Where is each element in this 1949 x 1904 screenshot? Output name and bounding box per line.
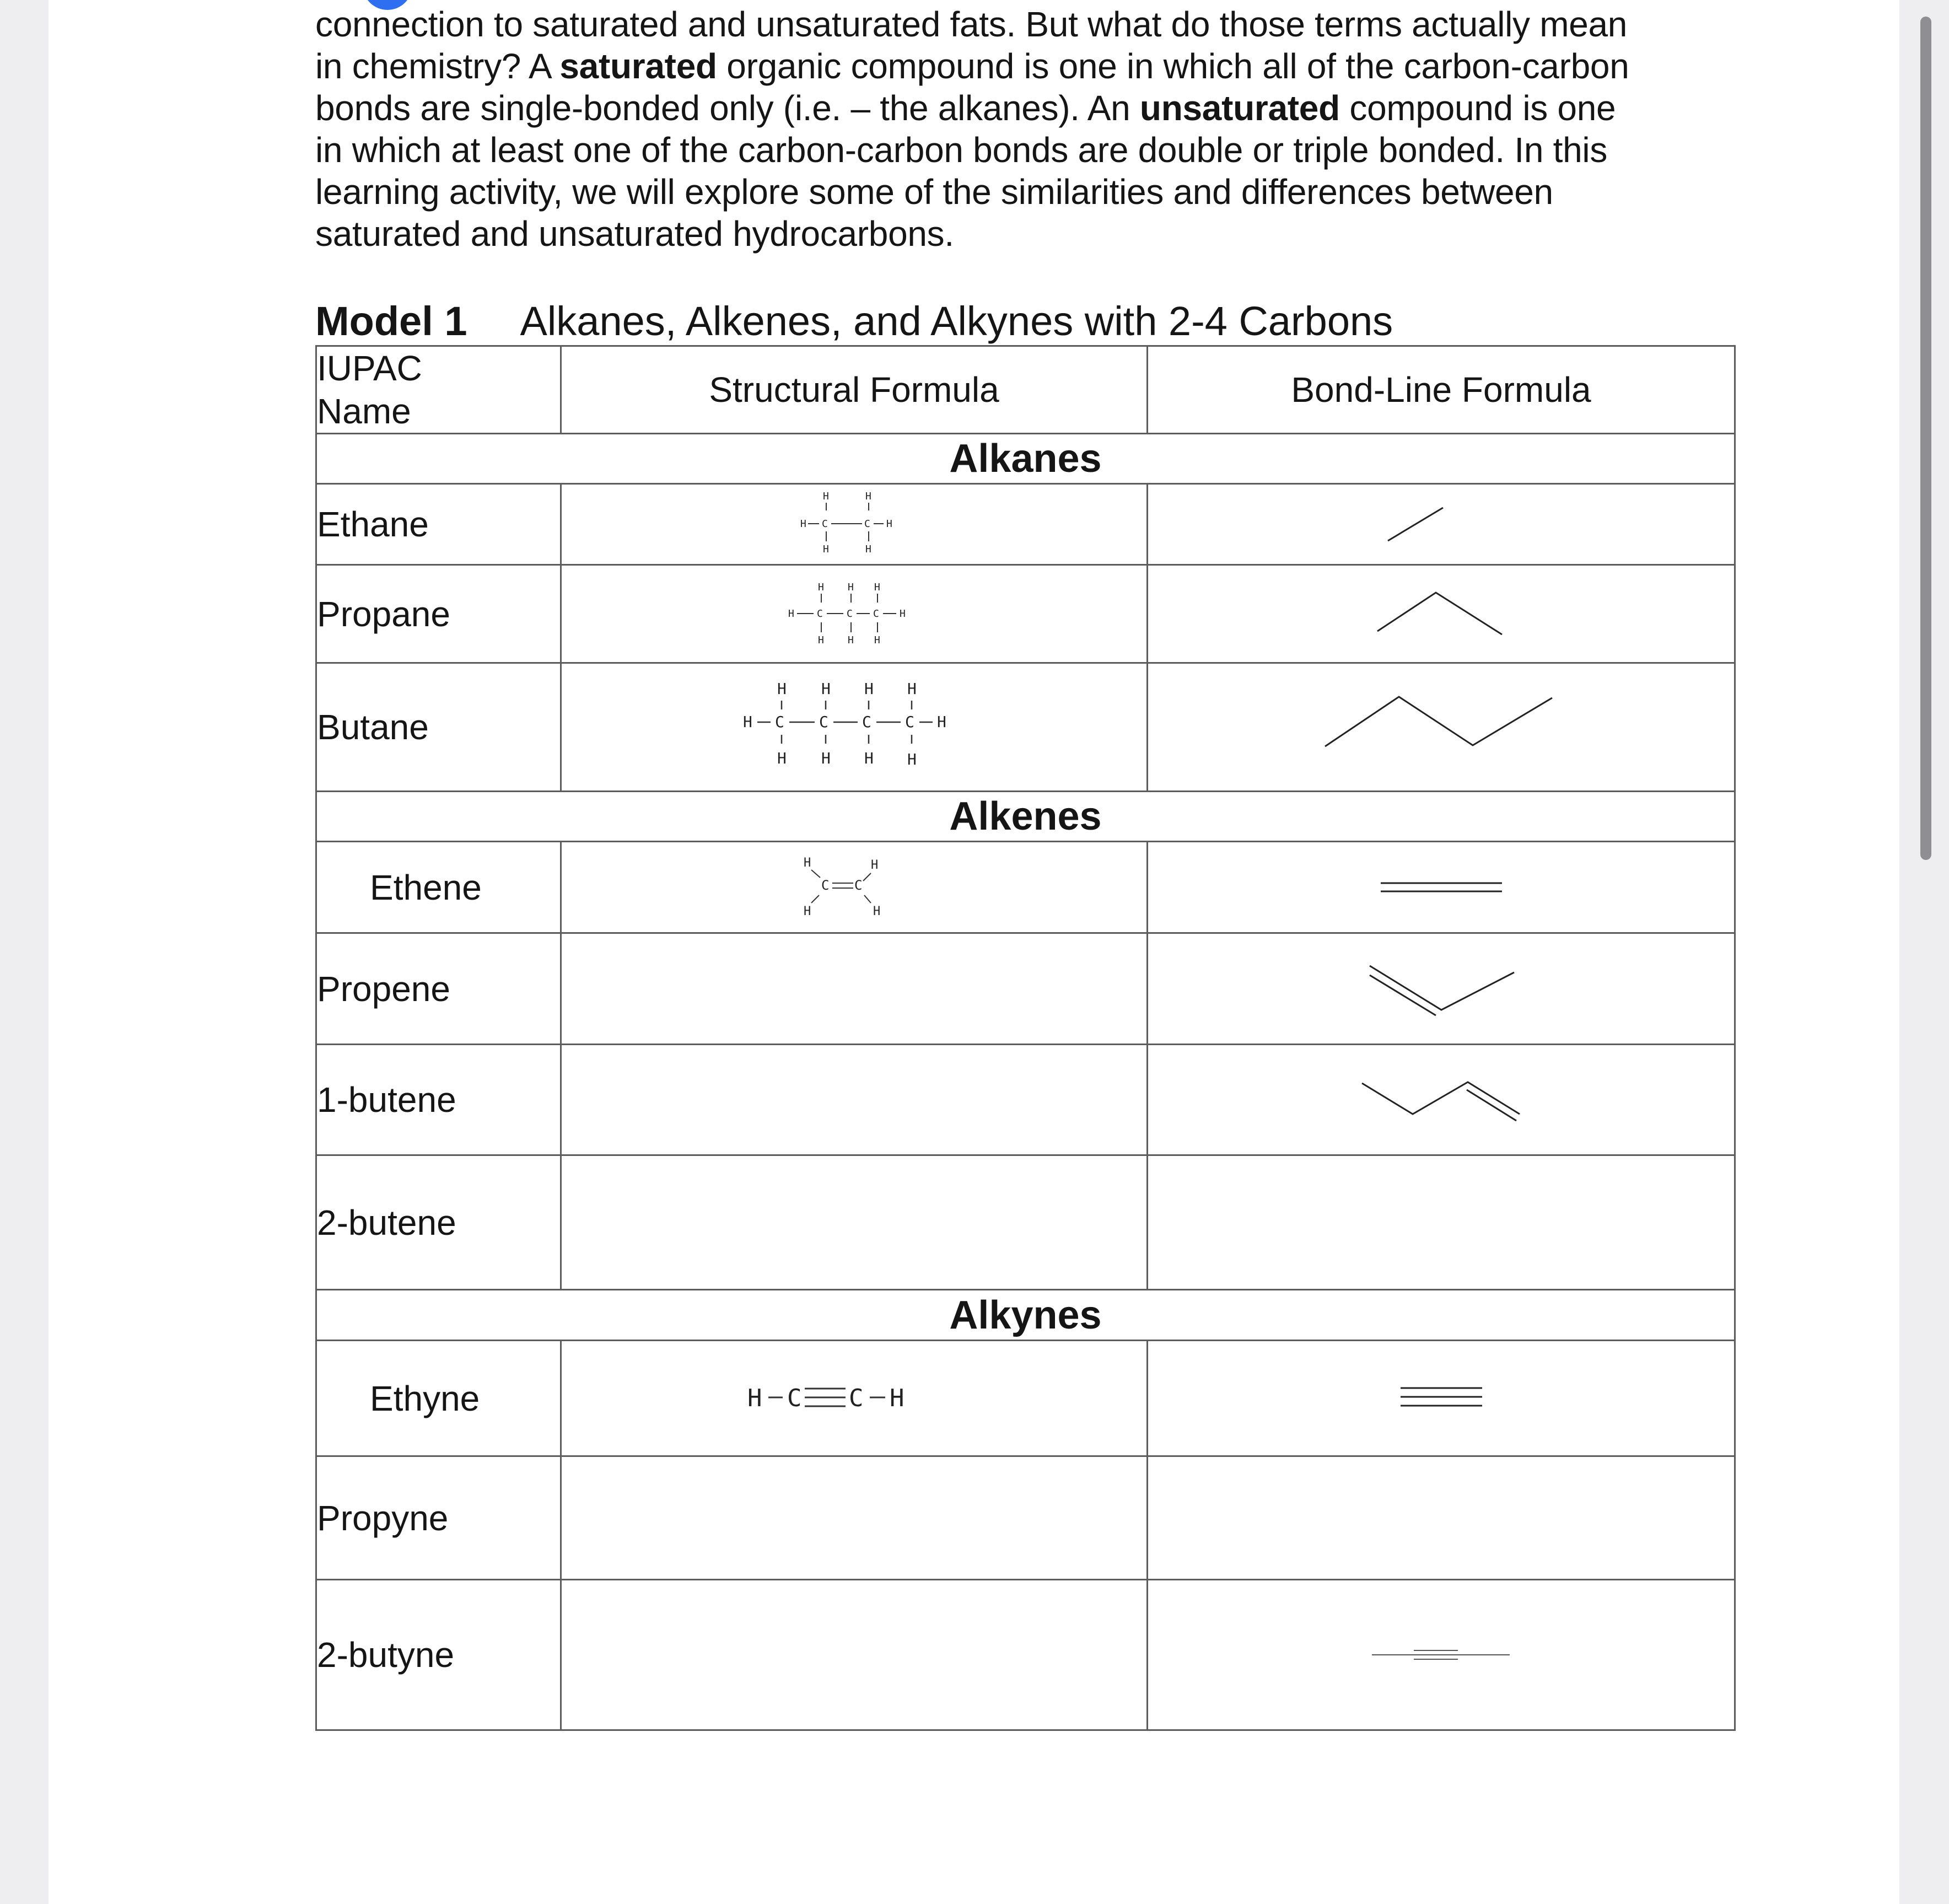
svg-text:H: H bbox=[822, 491, 829, 502]
intro-line: in chemistry? A saturated organic compound is one in which all of the carbon-carbon bbox=[315, 46, 1629, 86]
svg-text:C: C bbox=[854, 877, 862, 893]
bondline-cell bbox=[1148, 1341, 1735, 1456]
structural-cell bbox=[561, 663, 1148, 792]
svg-text:H: H bbox=[889, 1384, 904, 1412]
model-title: Alkanes, Alkenes, and Alkynes with 2-4 Carbons bbox=[520, 298, 1393, 344]
propene-bondline bbox=[1364, 956, 1519, 1022]
2-butyne-bondline bbox=[1370, 1641, 1513, 1669]
table-row bbox=[316, 933, 1735, 1045]
unsaturated-term: unsaturated bbox=[1139, 88, 1340, 128]
svg-text:H: H bbox=[899, 607, 906, 620]
svg-text:H: H bbox=[777, 749, 787, 767]
svg-text:H: H bbox=[864, 680, 874, 698]
structural-cell[interactable] bbox=[561, 1155, 1148, 1290]
intro-line: saturated and unsaturated hydrocarbons. bbox=[315, 214, 954, 254]
hydrocarbon-table bbox=[315, 345, 1736, 1731]
header-iupac-name: IUPAC Name bbox=[316, 346, 561, 434]
header-structural-formula: Structural Formula bbox=[561, 346, 1148, 434]
row-name: Propane bbox=[316, 565, 561, 663]
svg-text:C: C bbox=[774, 713, 784, 731]
ethane-structure bbox=[794, 488, 915, 560]
ethene-bondline bbox=[1375, 871, 1507, 904]
svg-text:H: H bbox=[865, 544, 871, 555]
intro-line: in which at least one of the carbon-carbon bonds are double or triple bonded. In this bbox=[315, 130, 1608, 170]
svg-text:H: H bbox=[822, 544, 829, 555]
row-name: Ethyne bbox=[316, 1341, 561, 1456]
table-row bbox=[316, 1045, 1735, 1155]
svg-text:C: C bbox=[787, 1384, 801, 1412]
svg-text:H: H bbox=[864, 749, 874, 767]
row-name: 2-butyne bbox=[316, 1580, 561, 1730]
svg-text:H: H bbox=[874, 581, 880, 593]
intro-paragraph bbox=[315, 3, 1726, 255]
section-row-alkanes bbox=[316, 434, 1735, 484]
svg-text:H: H bbox=[870, 858, 878, 872]
saturated-term: saturated bbox=[559, 46, 717, 86]
propane-structure bbox=[777, 573, 932, 655]
svg-text:C: C bbox=[873, 607, 879, 620]
section-title-alkanes: Alkanes bbox=[316, 434, 1735, 484]
intro-line: bonds are single-bonded only (i.e. – the alkanes). An unsaturated compound is one bbox=[315, 88, 1616, 128]
structural-cell[interactable] bbox=[561, 1045, 1148, 1155]
table-row bbox=[316, 1341, 1735, 1456]
structural-cell bbox=[561, 1341, 1148, 1456]
ethyne-bondline bbox=[1397, 1379, 1485, 1418]
row-name: Ethane bbox=[316, 484, 561, 565]
table-header-row bbox=[316, 346, 1735, 434]
svg-text:H: H bbox=[777, 680, 787, 698]
svg-text:C: C bbox=[862, 713, 871, 731]
ethyne-structure bbox=[744, 1376, 965, 1421]
svg-text:H: H bbox=[907, 680, 917, 698]
butane-structure bbox=[739, 672, 970, 782]
bondline-cell bbox=[1148, 1580, 1735, 1730]
svg-text:H: H bbox=[874, 634, 880, 646]
svg-text:H: H bbox=[747, 1384, 762, 1412]
document-page bbox=[49, 0, 1899, 1904]
svg-text:H: H bbox=[821, 680, 831, 698]
svg-text:H: H bbox=[886, 518, 892, 530]
table-row bbox=[316, 565, 1735, 663]
ethane-bondline bbox=[1386, 494, 1496, 555]
row-name: Ethene bbox=[316, 842, 561, 933]
scrollbar-thumb[interactable] bbox=[1920, 17, 1931, 860]
structural-cell[interactable] bbox=[561, 1456, 1148, 1580]
svg-text:C: C bbox=[821, 518, 828, 530]
svg-text:H: H bbox=[865, 491, 871, 502]
structural-cell bbox=[561, 484, 1148, 565]
svg-text:H: H bbox=[800, 518, 806, 530]
table-row bbox=[316, 1580, 1735, 1730]
row-name: 1-butene bbox=[316, 1045, 561, 1155]
bondline-cell bbox=[1148, 663, 1735, 792]
svg-text:H: H bbox=[873, 904, 880, 918]
row-name: Propene bbox=[316, 933, 561, 1045]
header-bond-line-formula: Bond-Line Formula bbox=[1148, 346, 1735, 434]
table-row bbox=[316, 1456, 1735, 1580]
svg-text:H: H bbox=[936, 713, 946, 731]
propane-bondline bbox=[1375, 584, 1507, 644]
bondline-cell bbox=[1148, 842, 1735, 933]
svg-text:C: C bbox=[821, 877, 829, 893]
table-row bbox=[316, 663, 1735, 792]
svg-text:H: H bbox=[907, 750, 917, 768]
table-row bbox=[316, 484, 1735, 565]
bondline-cell[interactable] bbox=[1148, 1456, 1735, 1580]
svg-text:H: H bbox=[847, 581, 854, 593]
structural-cell bbox=[561, 842, 1148, 933]
model-heading bbox=[315, 297, 1393, 346]
svg-text:H: H bbox=[821, 749, 831, 767]
svg-text:H: H bbox=[788, 607, 794, 620]
svg-text:C: C bbox=[904, 713, 914, 731]
structural-cell[interactable] bbox=[561, 933, 1148, 1045]
svg-text:H: H bbox=[817, 581, 824, 593]
ethene-structure bbox=[788, 849, 920, 926]
structural-cell[interactable] bbox=[561, 1580, 1148, 1730]
row-name: Butane bbox=[316, 663, 561, 792]
svg-text:C: C bbox=[816, 607, 823, 620]
svg-text:C: C bbox=[848, 1384, 863, 1412]
bondline-cell bbox=[1148, 565, 1735, 663]
svg-text:H: H bbox=[803, 856, 811, 870]
section-title-alkenes: Alkenes bbox=[316, 792, 1735, 842]
bondline-cell bbox=[1148, 933, 1735, 1045]
butane-bondline bbox=[1323, 691, 1560, 763]
svg-text:H: H bbox=[847, 634, 854, 646]
svg-text:C: C bbox=[819, 713, 828, 731]
bondline-cell bbox=[1148, 1045, 1735, 1155]
intro-line: connection to saturated and unsaturated fats. But what do those terms actually mean bbox=[315, 4, 1628, 44]
svg-text:C: C bbox=[864, 518, 870, 530]
svg-text:C: C bbox=[846, 607, 853, 620]
section-row-alkenes bbox=[316, 792, 1735, 842]
bondline-cell[interactable] bbox=[1148, 1155, 1735, 1290]
bondline-cell bbox=[1148, 484, 1735, 565]
svg-text:H: H bbox=[817, 634, 824, 646]
svg-text:H: H bbox=[803, 904, 811, 918]
svg-text:H: H bbox=[742, 713, 752, 731]
structural-cell bbox=[561, 565, 1148, 663]
row-name: Propyne bbox=[316, 1456, 561, 1580]
table-row bbox=[316, 842, 1735, 933]
intro-line: learning activity, we will explore some of the similarities and differences between bbox=[315, 172, 1553, 212]
model-label: Model 1 bbox=[315, 298, 467, 344]
table-row bbox=[316, 1155, 1735, 1290]
section-title-alkynes: Alkynes bbox=[316, 1290, 1735, 1341]
row-name: 2-butene bbox=[316, 1155, 561, 1290]
section-row-alkynes bbox=[316, 1290, 1735, 1341]
1-butene-bondline bbox=[1359, 1067, 1524, 1133]
